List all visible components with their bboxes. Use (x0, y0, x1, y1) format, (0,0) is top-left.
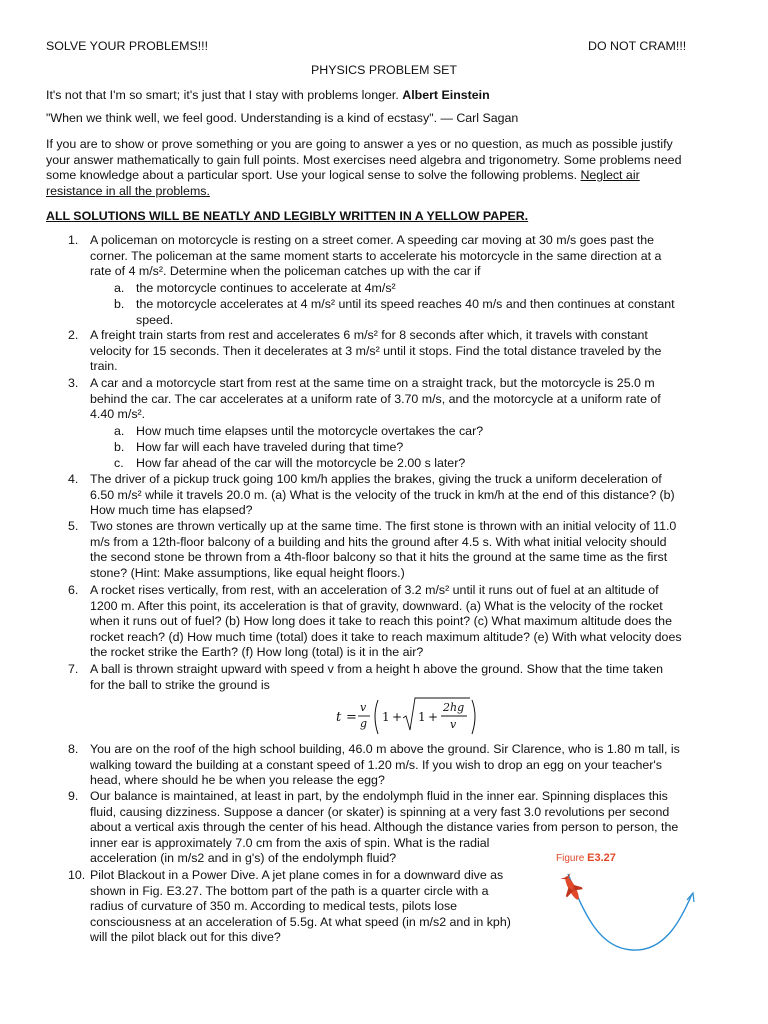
problem-line: inner ear is approximately 7.0 cm from the axis of spin. What is the radial (90, 835, 490, 850)
problem-line: acceleration (in m/s2 and in g's) of the endolymph fluid? (90, 851, 397, 866)
subquestion-text: the motorcycle continues to accelerate at 4m/s² (136, 281, 396, 295)
intro-line: resistance in all the problems. (46, 183, 210, 198)
problem-8 (46, 742, 728, 790)
formula-left-paren (375, 700, 378, 734)
formula-one: 1 (382, 710, 390, 724)
problem-7 (46, 662, 728, 694)
problem-line: for the ball to strike the ground is (90, 677, 270, 692)
subquestion-c (114, 456, 728, 472)
formula-plus-inner: + (428, 710, 439, 724)
formula-v-denominator: v (450, 718, 457, 731)
problem-line: behind the car. The car accelerates at a uniform rate of 3.70 m/s, and the motorcycle at a uniform rate of (90, 391, 661, 406)
problem-line: A car and a motorcycle start from rest at the same time on a straight track, but the motorcycle is 25.0 m (90, 376, 655, 390)
formula-plus: + (392, 710, 403, 724)
formula-one-inner: 1 (418, 710, 426, 724)
subquestion-text (136, 297, 728, 328)
problem-text (90, 868, 546, 946)
subquestion-text: How much time elapses until the motorcycle overtakes the car? (136, 424, 484, 438)
problem-text (90, 472, 728, 519)
problem-line: 1200 m. After this point, its acceleration is that of gravity, downward. (a) What is the velocity of the rocket (90, 598, 663, 613)
figure-label-prefix: Figure (556, 853, 588, 864)
problem-number: 10. (68, 868, 86, 882)
subquestion-letter: b. (114, 297, 125, 311)
formula-2hg-numerator: 2hg (443, 701, 465, 714)
problem-number: 3. (68, 376, 79, 390)
problem-text (90, 328, 728, 375)
subquestion-text: How far will each have traveled during that time? (136, 440, 404, 454)
formula-equals: = (346, 710, 357, 725)
formula-g-denominator: g (360, 717, 368, 730)
problem-number: 6. (68, 583, 79, 597)
subquestion-b (114, 297, 728, 329)
problem-line: about a vertical axis through the center of his head. Although the distance varies from person to person, the (90, 820, 679, 835)
problem-line: the rocket strike the Earth? (f) How long (total) is it in the air? (90, 645, 424, 660)
problem-1 (46, 233, 728, 333)
problem-number: 7. (68, 662, 79, 676)
problem-line: A freight train starts from rest and accelerates 6 m/s² for 8 seconds after which, it travels with constant (90, 328, 648, 342)
time-formula (332, 694, 482, 738)
problem-line: m/s from a 12th-floor balcony of a building and hits the ground after 4.5 s. With what initial velocity should (90, 534, 667, 549)
problem-text (90, 233, 728, 280)
solutions-instruction: ALL SOLUTIONS WILL BE NEATLY AND LEGIBLY WRITTEN IN A YELLOW PAPER. (46, 209, 529, 223)
problem-3 (46, 376, 728, 472)
page-title: PHYSICS PROBLEM SET (311, 63, 457, 77)
problem-line: Two stones are thrown vertically up at the same time. The first stone is thrown with an initial velocity of 11.0 (90, 519, 677, 533)
problem-line: train. (90, 359, 118, 374)
problem-4 (46, 472, 728, 520)
problem-line: corner. The policeman at the same moment starts to accelerate his motorcycle in the same direction at a (90, 248, 662, 263)
problem-text (90, 376, 728, 423)
problem-line: rocket reach? (d) How much time (total) does it take to reach maximum altitude? (e) With what velocity does (90, 629, 682, 644)
subquestion-text: How far ahead of the car will the motorcycle be 2.00 s later? (136, 456, 466, 470)
problem-text (90, 519, 728, 581)
problem-10 (46, 868, 546, 948)
problem-number: 2. (68, 328, 79, 342)
problem-line: will the pilot black out for this dive? (90, 930, 281, 945)
problem-line: walking toward the building at a constant speed of 1.20 m/s. If you wish to drop an egg on your teacher's (90, 757, 662, 772)
subquestion-b (114, 440, 728, 456)
problem-line: fluid, causing dizziness. Suppose a dancer (or skater) is spinning at a very fast 3.0 revolutions per second (90, 804, 670, 819)
dive-path-curve (568, 874, 692, 950)
header-right: DO NOT CRAM!!! (588, 39, 687, 53)
problem-number: 9. (68, 789, 79, 803)
subquestion-a (114, 281, 728, 297)
problem-line: head, where should he be when you release the egg? (90, 773, 385, 788)
problem-line: Our balance is maintained, at least in part, by the endolymph fluid in the inner ear. Spinning displaces this (90, 789, 668, 803)
figure-e3-27 (548, 850, 728, 960)
problem-line: The driver of a pickup truck going 100 km/h applies the brakes, giving the truck a uniform deceleration of (90, 472, 662, 486)
problem-line: rate of 4 m/s². Determine when the policeman catches up with the car if (90, 264, 481, 279)
problem-line: velocity for 15 seconds. Then it decelerates at 3 m/s² until it stops. Find the total distance traveled by the (90, 343, 662, 358)
subquestion-line: speed. (136, 312, 174, 327)
problem-line: 4.40 m/s². (90, 407, 146, 422)
problem-line: You are on the roof of the high school building, 46.0 m above the ground. Sir Clarence, who is 1.80 m tall, is (90, 742, 680, 756)
einstein-quote (46, 88, 726, 104)
einstein-quote-text: It's not that I'm so smart; it's just that I stay with problems longer. (46, 88, 403, 102)
problem-line: A ball is thrown straight upward with speed v from a height h above the ground. Show that the time taken (90, 662, 664, 676)
problem-5 (46, 519, 728, 583)
problem-line: shown in Fig. E3.27. The bottom part of the path is a quarter circle with a (90, 883, 489, 898)
problem-text (90, 662, 728, 693)
problem-number: 4. (68, 472, 79, 486)
subquestion-letter: b. (114, 440, 125, 454)
problem-text (90, 583, 728, 661)
figure-label (556, 852, 616, 864)
problem-line: 6.50 m/s² while it travels 20.0 m. (a) What is the velocity of the truck in km/h at the end of this distance? (b) (90, 487, 675, 502)
problem-line: the second stone be thrown from a 4th-floor balcony so that it hits the ground at the same time as the first (90, 550, 668, 565)
intro-underlined-text: Neglect air (580, 168, 640, 183)
problem-6 (46, 583, 728, 663)
problem-number: 1. (68, 233, 79, 247)
jet-plane-icon (557, 871, 586, 903)
intro-line (46, 168, 728, 184)
problem-text (90, 742, 728, 789)
intro-line: your answer mathematically to gain full points. Most exercises need algebra and trigonometry. Some problems need (46, 152, 682, 167)
problem-line: How much time has elapsed? (90, 503, 253, 518)
subquestion-letter: a. (114, 424, 125, 438)
problem-line: A rocket rises vertically, from rest, with an acceleration of 3.2 m/s² until it runs out of fuel at an altitude of (90, 583, 659, 597)
subquestion-a (114, 424, 728, 440)
problem-2 (46, 328, 728, 376)
subquestion-line: the motorcycle accelerates at 4 m/s² until its speed reaches 40 m/s and then continues at constant (136, 297, 675, 311)
subquestion-letter: a. (114, 281, 125, 295)
formula-right-paren (472, 700, 475, 734)
problem-line: consciousness at an acceleration of 5.5g. At what speed (in m/s2 and in kph) (90, 914, 511, 929)
problem-number: 8. (68, 742, 79, 756)
intro-line: If you are to show or prove something or you are going to answer a yes or no question, as much as possible justify (46, 137, 673, 151)
intro-paragraph (46, 137, 728, 199)
figure-label-id: E3.27 (587, 852, 616, 864)
problem-line: A policeman on motorcycle is resting on a street comer. A speeding car moving at 30 m/s goes past the (90, 233, 655, 247)
problem-line: Pilot Blackout in a Power Dive. A jet plane comes in for a downward dive as (90, 868, 504, 882)
problem-line: stone? (Hint: Make assumptions, like equal height floors.) (90, 565, 405, 580)
formula-t: t (336, 710, 342, 725)
formula-v-numerator: v (360, 701, 367, 714)
subquestion-letter: c. (114, 456, 124, 470)
sagan-quote: "When we think well, we feel good. Understanding is a kind of ecstasy". — Carl Sagan (46, 111, 519, 125)
problem-number: 5. (68, 519, 79, 533)
header-left: SOLVE YOUR PROBLEMS!!! (46, 39, 209, 53)
einstein-quote-author: Albert Einstein (402, 88, 490, 102)
problem-line: when it runs out of fuel? (b) How long does it take to reach this point? (c) What maximum altitude does the (90, 614, 672, 629)
intro-line-text: some knowledge about a particular sport. Use your logical sense to solve the following problems. (46, 168, 581, 183)
problem-line: radius of curvature of 350 m. According to medical tests, pilots lose (90, 899, 458, 914)
